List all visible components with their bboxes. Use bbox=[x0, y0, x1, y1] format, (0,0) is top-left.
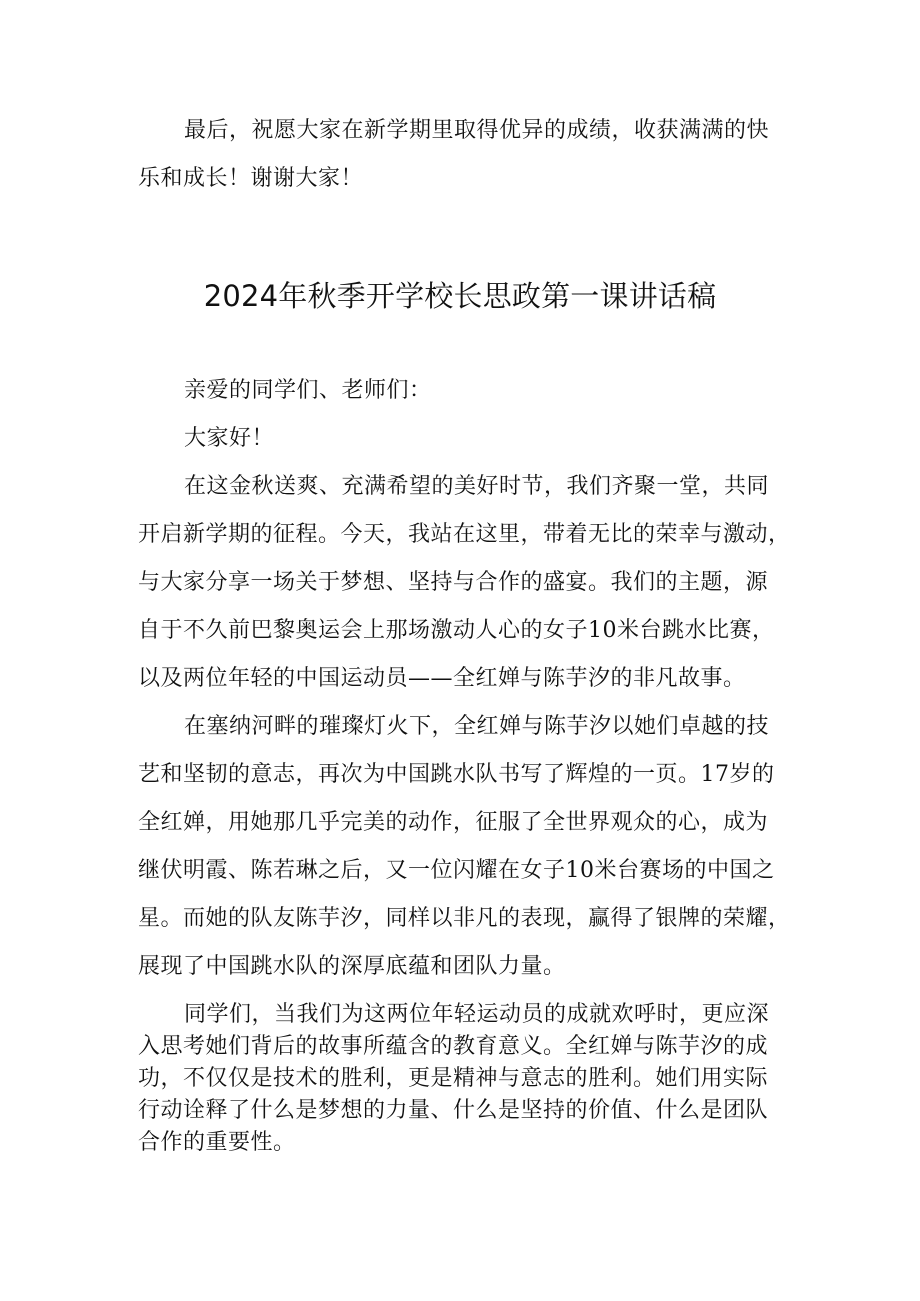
paragraph-2-line: 艺和坚韧的意志，再次为中国跳水队书写了辉煌的一页。17岁的 bbox=[138, 762, 775, 787]
closing-paragraph-line: 乐和成长！谢谢大家！ bbox=[138, 166, 364, 191]
document-title: 2024年秋季开学校长思政第一课讲话稿 bbox=[203, 279, 717, 313]
paragraph-3-line: 行动诠释了什么是梦想的力量、什么是坚持的价值、什么是团队 bbox=[138, 1098, 769, 1123]
greeting: 大家好！ bbox=[184, 426, 275, 451]
paragraph-2-line: 在塞纳河畔的璀璨灯火下，全红婵与陈芋汐以她们卓越的技 bbox=[184, 714, 770, 739]
closing-paragraph-line: 最后，祝愿大家在新学期里取得优异的成绩，收获满满的快 bbox=[184, 118, 770, 143]
paragraph-1-line: 在这金秋送爽、充满希望的美好时节，我们齐聚一堂，共同 bbox=[184, 474, 770, 499]
paragraph-2-line: 全红婵，用她那几乎完美的动作，征服了全世界观众的心，成为 bbox=[138, 810, 769, 835]
paragraph-1-line: 与大家分享一场关于梦想、坚持与合作的盛宴。我们的主题，源 bbox=[138, 570, 769, 595]
salutation: 亲爱的同学们、老师们： bbox=[184, 378, 432, 403]
paragraph-3-line: 入思考她们背后的故事所蕴含的教育意义。全红婵与陈芋汐的成 bbox=[138, 1034, 769, 1059]
paragraph-1-line: 自于不久前巴黎奥运会上那场激动人心的女子10米台跳水比赛， bbox=[138, 618, 775, 643]
paragraph-3-line: 合作的重要性。 bbox=[138, 1130, 296, 1155]
paragraph-1-line: 开启新学期的征程。今天，我站在这里，带着无比的荣幸与激动， bbox=[138, 522, 791, 547]
paragraph-2-line: 继伏明霞、陈若琳之后，又一位闪耀在女子10米台赛场的中国之 bbox=[138, 858, 775, 883]
paragraph-2-line: 星。而她的队友陈芋汐，同样以非凡的表现，赢得了银牌的荣耀， bbox=[138, 906, 791, 931]
paragraph-2-line: 展现了中国跳水队的深厚底蕴和团队力量。 bbox=[138, 954, 566, 979]
paragraph-3-line: 同学们，当我们为这两位年轻运动员的成就欢呼时，更应深 bbox=[184, 1002, 770, 1027]
paragraph-3-line: 功，不仅仅是技术的胜利，更是精神与意志的胜利。她们用实际 bbox=[138, 1066, 769, 1091]
paragraph-1-line: 以及两位年轻的中国运动员——全红婵与陈芋汐的非凡故事。 bbox=[138, 666, 746, 691]
